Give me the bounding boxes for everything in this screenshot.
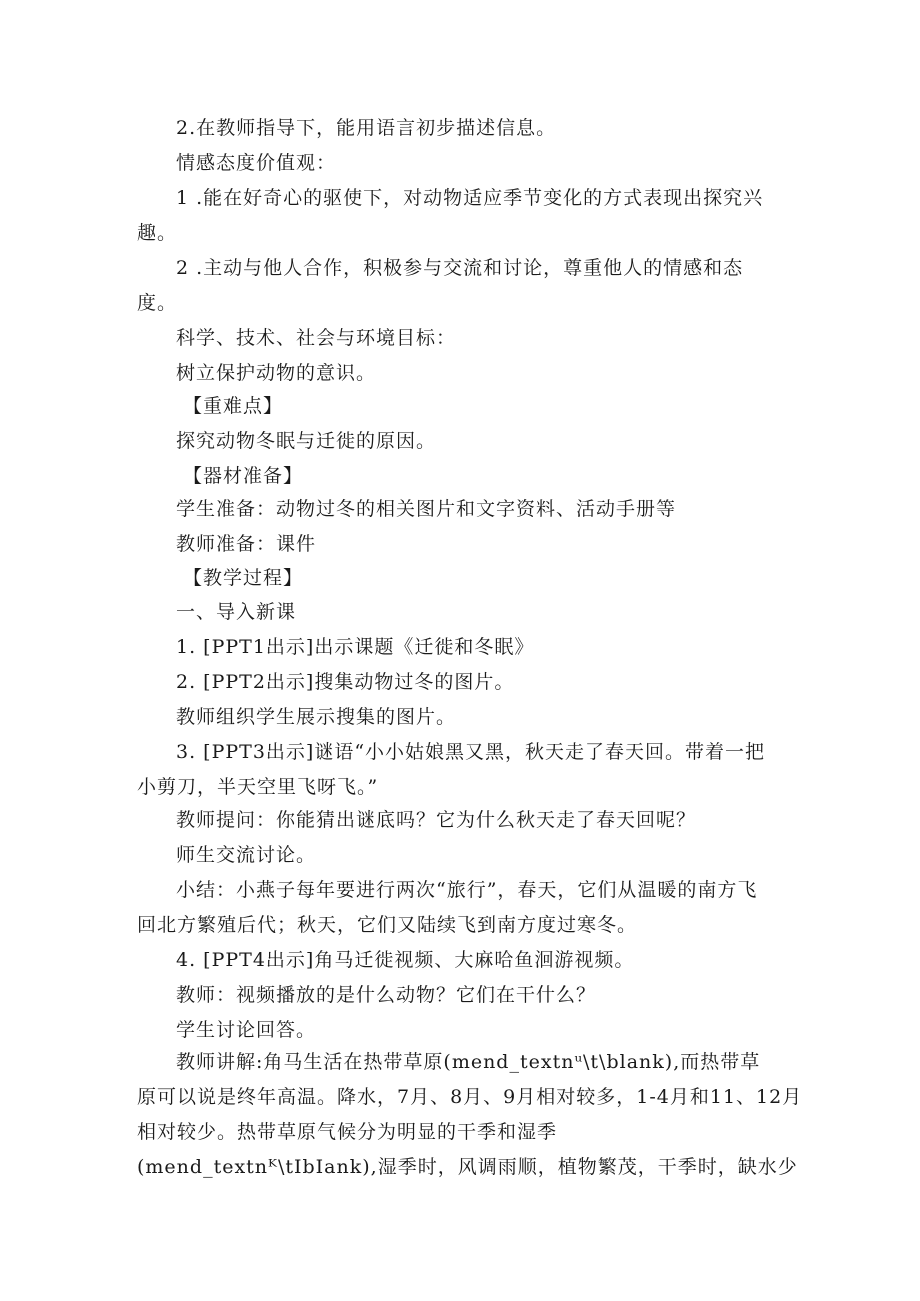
text-line: 教师组织学生展示搜集的图片。 (176, 706, 457, 728)
text-line: 教师提问：你能猜出谜底吗？它为什么秋天走了春天回呢？ (176, 809, 697, 831)
text-line: (mend_textnᴷ\tIbIank),湿季时，风调雨顺，植物繁茂，干季时，缺水少 (137, 1156, 798, 1178)
text-line: 一、导入新课 (176, 601, 297, 623)
text-line: 科学、技术、社会与环境目标： (176, 327, 457, 349)
text-line: 度。 (137, 292, 178, 314)
section-heading: 【教学过程】 (183, 567, 304, 589)
text-line: 学生讨论回答。 (176, 1019, 317, 1041)
text-line: 原可以说是终年高温。降水，7月、8月、9月相对较多，1-4月和11、12月 (137, 1086, 803, 1108)
text-line: 小剪刀，半天空里飞呀飞。” (137, 776, 379, 798)
section-heading: 【重难点】 (183, 395, 284, 417)
text-line: 教师准备：课件 (176, 533, 317, 555)
text-line: 回北方繁殖后代；秋天，它们又陆续飞到南方度过寒冬。 (137, 914, 638, 936)
text-line: 2 .主动与他人合作，积极参与交流和讨论，尊重他人的情感和态 (176, 257, 744, 279)
section-heading: 【器材准备】 (183, 465, 304, 487)
text-line: 1 .能在好奇心的驱使下，对动物适应季节变化的方式表现出探究兴 (176, 187, 764, 209)
text-line: 学生准备：动物过冬的相关图片和文字资料、活动手册等 (176, 498, 677, 520)
text-line: 2. [PPT2出示]搜集动物过冬的图片。 (176, 671, 515, 693)
text-line: 树立保护动物的意识。 (176, 362, 377, 384)
text-line: 探究动物冬眠与迁徙的原因。 (176, 430, 437, 452)
text-line: 相对较少。热带草原气候分为明显的干季和湿季 (137, 1121, 558, 1143)
text-line: 1. [PPT1出示]出示课题《迁徙和冬眠》 (176, 636, 535, 658)
text-line: 教师讲解:角马生活在热带草原(mend_textnᵘ\t\blank),而热带草 (176, 1051, 761, 1073)
text-line: 2.在教师指导下，能用语言初步描述信息。 (176, 117, 557, 139)
text-line: 3. [PPT3出示]谜语“小小姑娘黑又黑，秋天走了春天回。带着一把 (176, 741, 766, 763)
text-line: 趣。 (137, 222, 178, 244)
text-line: 情感态度价值观： (176, 152, 337, 174)
text-line: 小结：小燕子每年要进行两次“旅行”，春天，它们从温暖的南方飞 (176, 879, 758, 901)
text-line: 师生交流讨论。 (176, 844, 317, 866)
text-line: 教师：视频播放的是什么动物？它们在干什么？ (176, 984, 597, 1006)
text-line: 4. [PPT4出示]角马迁徙视频、大麻哈鱼洄游视频。 (176, 949, 635, 971)
